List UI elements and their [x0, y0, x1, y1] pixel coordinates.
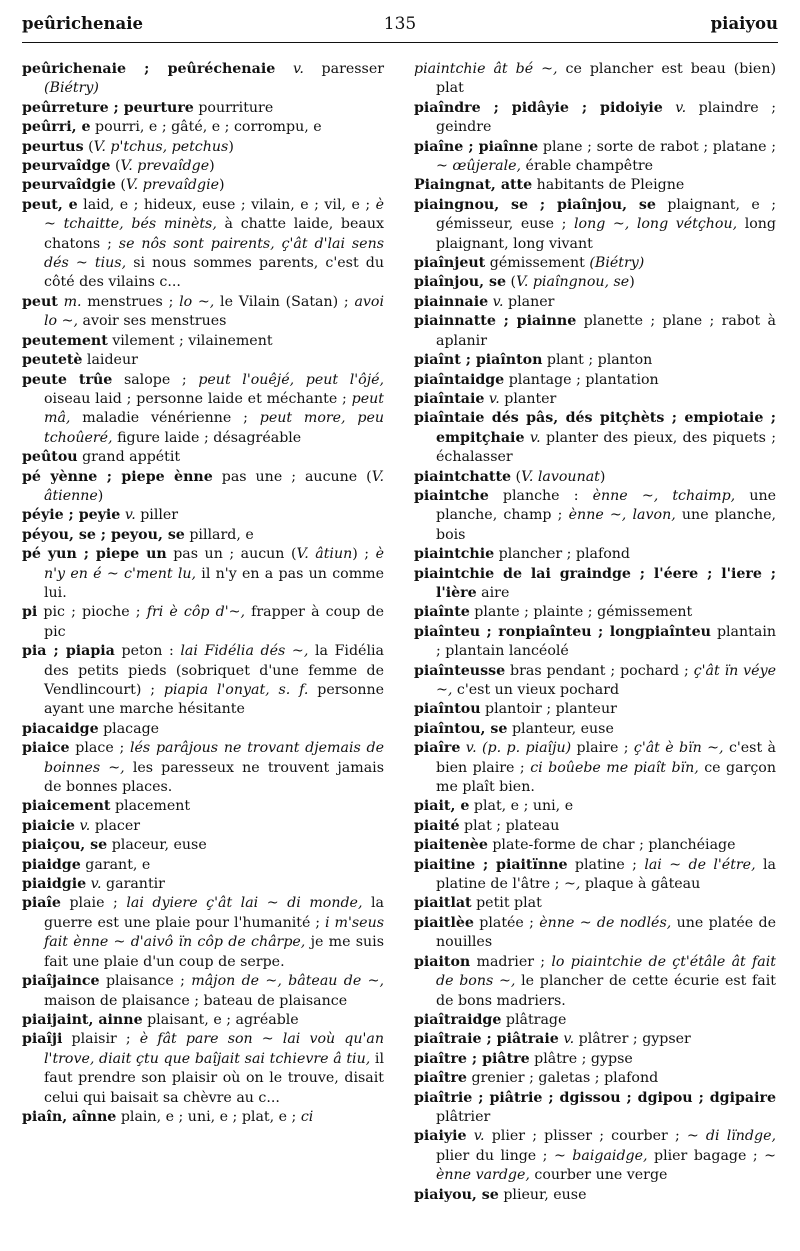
dictionary-entry: piaîntaidge plantage ; plantation	[414, 371, 659, 388]
dictionary-entry: piaîe plaie ; lai dyiere ç'ât lai ~ di monde, la guerre est une plaie pour l'humanité ; i m'seus fait ènne ~ d'aivô ïn côp de chârpe, je me suis fait une plaie d'un coup de serpe.	[22, 895, 385, 970]
header-rule	[22, 42, 778, 43]
dictionary-entry: piaîne ; piaînne plane ; sorte de rabot ; platane ; ~ œûjerale, érable champêtre	[414, 138, 777, 175]
dictionary-entry: piainnatte ; piainne planette ; plane ; rabot à aplanir	[414, 313, 776, 349]
dictionary-entry: piaijaint, ainne plaisant, e ; agréable	[22, 1011, 299, 1028]
dictionary-entry: piaîntaie v. planter	[414, 390, 557, 407]
dictionary-entry: piaînte plante ; plainte ; gémissement	[414, 604, 693, 621]
dictionary-entry: piaîndre ; pidâyie ; pidoiyie v. plaindre ; geindre	[414, 99, 776, 136]
dictionary-entry: peutetè laideur	[22, 352, 138, 369]
dictionary-entry: piaicement placement	[22, 798, 191, 815]
dictionary-entry: piaingnou, se ; piaînjou, se plaignant, e ; gémisseur, euse ; long ~, long vétçhou, long plaignant, long vivant	[414, 196, 776, 252]
dictionary-entry: piaidgie v. garantir	[22, 876, 165, 893]
dictionary-entry: peûrichenaie ; peûréchenaie v. paresser (Biétry)	[22, 61, 385, 97]
dictionary-entry: peûrri, e pourri, e ; gâté, e ; corrompu, e	[22, 119, 322, 136]
dictionary-entry: piaînt ; piaînton plant ; planton	[414, 352, 653, 369]
dictionary-entry: piaintchatte (V. lavounat)	[414, 468, 606, 485]
dictionary-entry: piaitlèe platée ; ènne ~ de nodlés, une platée de nouilles	[414, 914, 776, 951]
dictionary-entry: pia ; piapia peton : lai Fidélia dés ~, la Fidélia des petits pieds (sobriquet d'une femme de Vendlincourt) ; piapia l'onyat, s. f. personne ayant une marche hésitante	[22, 643, 384, 718]
dictionary-entry: peûtou grand appétit	[22, 449, 181, 466]
dictionary-entry: piaîntaie dés pâs, dés pitçhèts ; empiotaie ; empitçhaie v. planter des pieux, des piquets ; échalasser	[414, 410, 776, 466]
dictionary-entry: piaîn, aînne plain, e ; uni, e ; plat, e ; ci	[22, 1108, 314, 1125]
dictionary-entry: piaiyie v. plier ; plisser ; courber ; ~ di lïndge, plier du linge ; ~ baigaidge, plier bagage ; ~ ènne vardge, courber une verge	[414, 1128, 776, 1184]
left-guide-word: peûrichenaie	[22, 14, 143, 33]
dictionary-entry: pé yun ; piepe un pas un ; aucun (V. âtiun) ; è n'y en é ~ c'ment lu, il n'y en a pas un comme lui.	[22, 546, 385, 601]
dictionary-entry: piaitenèe plate-forme de char ; planchéiage	[414, 837, 736, 854]
dictionary-entry: piaître ; piâtre plâtre ; gypse	[414, 1050, 633, 1067]
dictionary-entry: piaidge garant, e	[22, 856, 151, 873]
dictionary-entry: piaitlat petit plat	[414, 895, 542, 912]
dictionary-entry: péyou, se ; peyou, se pillard, e	[22, 526, 254, 543]
dictionary-entry: Piaingnat, atte habitants de Pleigne	[414, 177, 685, 194]
dictionary-entry: piaîji plaisir ; è fât pare son ~ lai voù qu'an l'trove, diait çtu que baîjait sai tchievre â tiu, il faut prendre son plaisir où on le trouve, disait celui qui baisait sa chèvre au c...	[22, 1031, 384, 1106]
dictionary-entry: piaintchie ât bé ~, ce plancher est beau (bien) plat	[414, 61, 776, 97]
right-column	[414, 60, 776, 1205]
dictionary-entry: piait, e plat, e ; uni, e	[414, 798, 574, 815]
dictionary-entry: piaîntou plantoir ; planteur	[414, 701, 617, 718]
dictionary-entry: peut m. menstrues ; lo ~, le Vilain (Satan) ; avoi lo ~, avoir ses menstrues	[22, 293, 384, 330]
left-column	[22, 60, 384, 1127]
dictionary-entry: piaintchie plancher ; plafond	[414, 546, 631, 563]
dictionary-entry: piaînteu ; ronpiaînteu ; longpiaînteu plantain ; plantain lancéolé	[414, 623, 776, 660]
dictionary-entry: piaiçou, se placeur, euse	[22, 837, 207, 854]
dictionary-entry: pé yènne ; piepe ènne pas une ; aucune (V. âtienne)	[22, 468, 384, 504]
dictionary-entry: piaîtraie ; piâtraie v. plâtrer ; gypser	[414, 1031, 691, 1048]
dictionary-entry: péyie ; peyie v. piller	[22, 507, 179, 524]
dictionary-entry: piaînteusse bras pendant ; pochard ; ç'ât ïn véye ~, c'est un vieux pochard	[414, 662, 776, 698]
dictionary-entry: piaînjou, se (V. piaîngnou, se)	[414, 274, 635, 291]
page-header	[22, 14, 778, 40]
dictionary-entry: piaicie v. placer	[22, 817, 141, 834]
dictionary-entry: piaintche planche : ènne ~, tchaimp, une planche, champ ; ènne ~, lavon, une planche, bois	[414, 487, 776, 543]
dictionary-entry: piaiyou, se plieur, euse	[414, 1186, 587, 1203]
dictionary-entry: peurvaîdge (V. prevaîdge)	[22, 158, 215, 175]
dictionary-entry: piacaidge placage	[22, 720, 160, 737]
page-number: 135	[383, 14, 417, 34]
dictionary-entry: peurvaîdgie (V. prevaîdgie)	[22, 177, 225, 194]
dictionary-entry: piaînjeut gémissement (Biétry)	[414, 255, 645, 272]
dictionary-entry: piaintchie de lai graindge ; l'éere ; l'iere ; l'ière aire	[414, 565, 776, 601]
dictionary-entry: piaitine ; piaitïnne platine ; lai ~ de l'étre, la platine de l'âtre ; ~, plaque à gâteau	[414, 856, 776, 893]
dictionary-entry: piaice place ; lés parâjous ne trovant djemais de boinnes ~, les paresseux ne trouvent jamais de bonnes places.	[22, 740, 384, 796]
dictionary-entry: piaîtrie ; piâtrie ; dgissou ; dgipou ; dgipaire plâtrier	[414, 1089, 776, 1125]
dictionary-entry: piaître grenier ; galetas ; plafond	[414, 1070, 659, 1087]
dictionary-entry: piaîtraidge plâtrage	[414, 1011, 567, 1028]
dictionary-entry: peute trûe salope ; peut l'ouêjé, peut l'ôjé, oiseau laid ; personne laide et méchante ; peut mâ, maladie vénérienne ; peut more, peu tchoûeré, figure laide ; désagréable	[22, 371, 385, 446]
dictionary-entry: piainnaie v. planer	[414, 293, 555, 310]
dictionary-entry: piaiton madrier ; lo piaintchie de çt'étâle ât fait de bons ~, le plancher de cette écurie est fait de bons madriers.	[414, 953, 777, 1009]
right-guide-word: piaiyou	[710, 14, 778, 33]
dictionary-entry: peutement vilement ; vilainement	[22, 332, 273, 349]
dictionary-entry: piaîjaince plaisance ; mâjon de ~, bâteau de ~, maison de plaisance ; bateau de plaisance	[22, 973, 384, 1009]
dictionary-entry: pi pic ; pioche ; fri è côp d'~, frapper à coup de pic	[22, 604, 384, 640]
dictionary-entry: piaité plat ; plateau	[414, 817, 560, 834]
dictionary-entry: peûrreture ; peurture pourriture	[22, 99, 274, 116]
dictionary-entry: piaîre v. (p. p. piaîju) plaire ; ç'ât è bïn ~, c'est à bien plaire ; ci boûebe me piaît bïn, ce garçon me plaît bien.	[414, 740, 776, 796]
dictionary-entry: peurtus (V. p'tchus, petchus)	[22, 138, 234, 155]
dictionary-entry: peut, e laid, e ; hideux, euse ; vilain, e ; vil, e ; è ~ tchaitte, bés minèts, à chatte laide, beaux chatons ; se nôs sont pairents, ç'ât d'lai sens dés ~ tius, si nous sommes parents, c'est du côté des vilains c...	[22, 196, 385, 291]
dictionary-entry: piaîntou, se planteur, euse	[414, 720, 614, 737]
